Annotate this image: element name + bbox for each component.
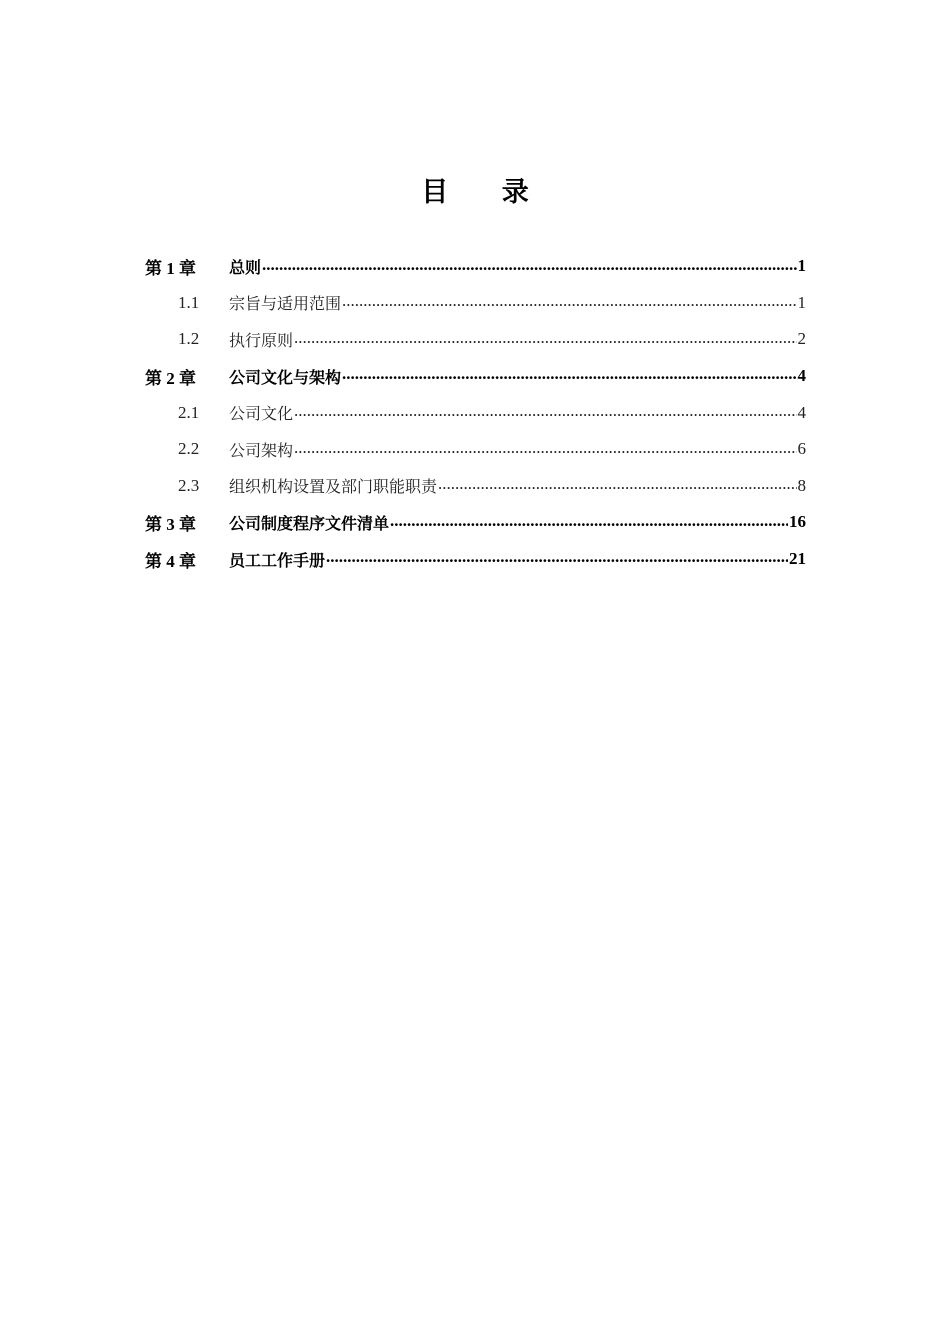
toc-entry-label: 员工工作手册: [229, 550, 326, 570]
toc-entry-page: 1: [797, 256, 806, 276]
toc-entry-section-2-3[interactable]: [145, 468, 806, 505]
toc-entry-chapter-2[interactable]: [145, 358, 806, 395]
toc-entry-label: 组织机构设置及部门职能职责: [229, 477, 438, 497]
toc-entry-chapter-4[interactable]: [145, 541, 806, 578]
toc-dot-leader: [294, 328, 796, 358]
toc-title: 目 录: [421, 177, 551, 208]
toc-entry-number: 1.1: [178, 292, 200, 312]
toc-entry-section-2-1[interactable]: [145, 394, 806, 431]
toc-entry-page: 21: [789, 549, 806, 569]
toc-dot-leader: [390, 511, 788, 541]
toc-dot-leader: [326, 547, 788, 577]
toc-entry-number: 2.2: [178, 439, 200, 459]
toc-entry-section-1-2[interactable]: [145, 321, 806, 358]
toc-entry-page: 4: [797, 402, 806, 422]
table-of-contents: [145, 248, 806, 577]
toc-entry-page: 1: [797, 292, 806, 312]
toc-entry-section-2-2[interactable]: [145, 431, 806, 468]
toc-entry-section-1-1[interactable]: [145, 285, 806, 322]
toc-entry-label: 总则: [229, 257, 262, 277]
toc-entry-page: 8: [797, 475, 806, 495]
toc-entry-number: 第 2 章: [145, 368, 196, 388]
toc-entry-label: 公司文化: [229, 404, 294, 424]
toc-entry-page: 2: [797, 329, 806, 349]
toc-entry-number: 1.2: [178, 329, 200, 349]
toc-dot-leader: [294, 438, 796, 468]
toc-entry-number: 第 4 章: [145, 551, 196, 571]
toc-entry-number: 2.3: [178, 475, 200, 495]
toc-entry-label: 执行原则: [229, 330, 294, 350]
toc-dot-leader: [342, 291, 796, 321]
toc-entry-chapter-1[interactable]: [145, 248, 806, 285]
toc-dot-leader: [342, 364, 796, 394]
toc-entry-page: 6: [797, 439, 806, 459]
toc-entry-number: 第 1 章: [145, 258, 196, 278]
toc-entry-label: 公司制度程序文件清单: [229, 513, 390, 533]
toc-entry-label: 公司架构: [229, 440, 294, 460]
toc-dot-leader: [262, 255, 796, 285]
toc-entry-page: 4: [797, 366, 806, 386]
toc-entry-page: 16: [789, 512, 806, 532]
toc-entry-label: 公司文化与架构: [229, 367, 342, 387]
toc-entry-chapter-3[interactable]: [145, 504, 806, 541]
toc-dot-leader: [438, 474, 796, 504]
toc-entry-label: 宗旨与适用范围: [229, 294, 342, 314]
toc-entry-number: 第 3 章: [145, 514, 196, 534]
toc-dot-leader: [294, 401, 796, 431]
toc-entry-number: 2.1: [178, 402, 200, 422]
